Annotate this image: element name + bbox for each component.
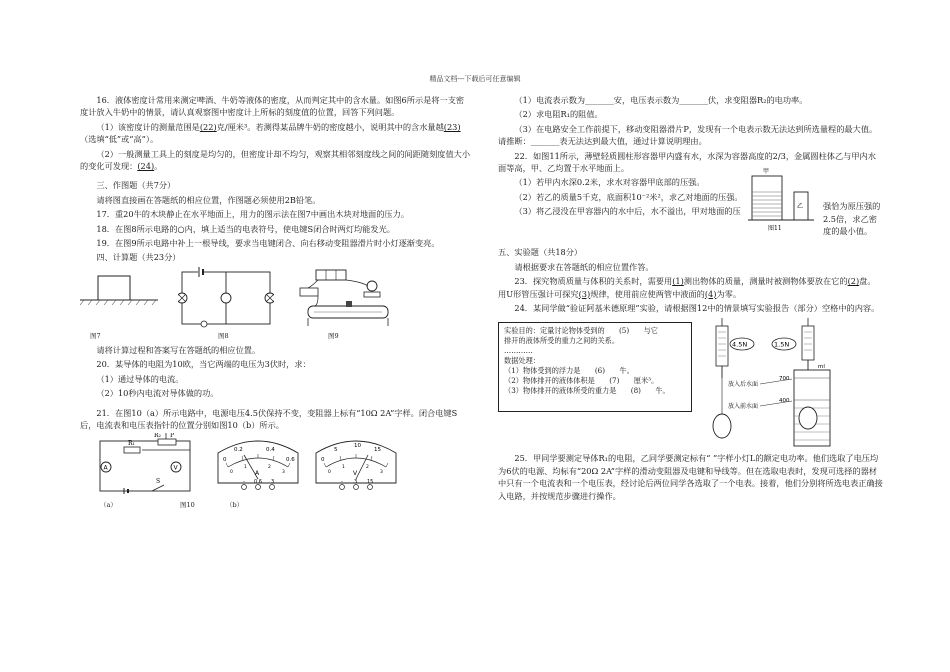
section-5-title: 五、实验题（共18分） [498, 247, 583, 258]
section-3-title: 三、作图题（共7分） [96, 180, 176, 191]
figure-9-caption: 图9 [328, 331, 339, 340]
figure-10a-circuit [94, 433, 196, 499]
resistor-r1-label: R₁ [128, 440, 135, 448]
container-jia-label: 甲 [763, 168, 770, 176]
voltmeter-symbol: V [353, 470, 358, 478]
unit-ml: ml [818, 364, 825, 371]
section-4-title: 四、计算题（共23分） [96, 252, 181, 263]
cylinder-yi-label: 乙 [797, 203, 804, 211]
question-24: 24．某同学做“验证阿基米德原理”实验，请根据图12中的情景填写实验报告（部分）空格中的内容。 [514, 303, 880, 314]
section-5-note: 请根据要求在答题纸的相应位置作答。 [514, 261, 654, 272]
voltmeter-terminal-3: 15 [367, 479, 374, 486]
figure-12 [498, 318, 883, 452]
report-line-4: 数据处理： [504, 356, 540, 366]
question-16-part-2: （2）一般测量工具上的刻度是均匀的，但密度计却不均匀，观察其相邻刻度线之间的间距随刻度值大小的变化可发现：(24)。 [80, 148, 471, 172]
voltmeter-tick-3: 15 [374, 447, 381, 454]
figure-10b-caption: （b） [226, 501, 244, 510]
voltmeter-tick-1: 5 [334, 447, 338, 454]
left-column [80, 94, 472, 513]
spring-reading-1: 4.5N [732, 340, 748, 349]
question-20-part-1: （1）通过导体的电流。 [96, 373, 184, 384]
ammeter-low-2: 2 [268, 465, 271, 471]
question-22-part-3a: （3）将乙浸没在甲容器内的水中后，水不溢出，甲对地面的压 [514, 206, 741, 217]
ammeter-tick-1: 0.2 [234, 447, 243, 454]
switch-label: S [156, 478, 161, 486]
question-18: 18．在图8所示电路的○内，填上适当的电表符号，使电键S闭合时两灯均能发光。 [96, 223, 395, 234]
voltmeter-terminal-2: 3 [354, 479, 358, 486]
figure-8-circuit [178, 266, 274, 330]
ammeter-tick-0: 0 [223, 457, 227, 464]
ammeter-label: A [103, 464, 108, 472]
question-23: 23．探究物质质量与体积的关系时，需要用(1)测出物体的质量，测量时被测物体要放在它的(2)盘。用U形管压强计可探究(3)规律，使用前应使两管中液面的(4)为零。 [498, 276, 876, 299]
figure-9-apparatus [292, 266, 402, 332]
figure-10b-voltmeter [312, 433, 400, 493]
ammeter-terminal-2: 0.6 [254, 479, 262, 486]
figure-11-caption: 图11 [768, 225, 782, 233]
voltmeter-low-0: 0 [328, 470, 331, 476]
ammeter-low-1: 1 [244, 465, 247, 471]
question-21-part-2: （2）求电阻R₁的阻值。 [514, 109, 603, 120]
voltmeter-terminal-1: - [341, 479, 343, 486]
voltmeter-tick-0: 0 [321, 457, 325, 464]
figure-8-caption: 图8 [218, 331, 229, 340]
question-22-block [498, 168, 883, 246]
section-4-note: 请将计算过程和答案写在答题纸的相应位置。 [96, 344, 261, 355]
report-line-5: （1）物体受到的浮力是 (6) 牛。 [504, 366, 634, 376]
question-16-part-1: （1）该密度计的测量范围是(22)克/厘米³。若测得某品牌牛奶的密度越小，说明其中的含水量越(23)（选填“低”或“高”）。 [80, 121, 461, 145]
ammeter-low-3: 3 [282, 470, 285, 476]
report-line-2: 排开的液体所受的重力之间的关系。 [504, 336, 620, 346]
report-line-7: （3）物体排开的液体所受的重力是 (8) 牛。 [504, 386, 670, 396]
right-column [498, 94, 883, 504]
ammeter-tick-3: 0.6 [286, 457, 295, 464]
water-level-before: 放入前水面 [728, 403, 759, 411]
question-17: 17．重20牛的木块静止在水平地面上，用力的图示法在图7中画出木块对地面的压力。 [96, 209, 409, 220]
page-header: 精品文档---下载后可任意编辑 [429, 75, 521, 83]
resistor-r2-label: R₂ [154, 433, 161, 440]
figure-10 [80, 433, 472, 511]
question-21-part-1: （1）电流表示数为_______安，电压表示数为_______伏，求变阻器R₂的电功率。 [514, 95, 808, 105]
figure-7-caption: 图7 [90, 331, 101, 340]
voltmeter-low-2: 2 [366, 465, 369, 471]
figure-10-caption: 图10 [180, 501, 195, 510]
ammeter-low-0: 0 [230, 470, 233, 476]
slider-p-label: P [170, 433, 175, 440]
report-line-3: ………… [504, 346, 533, 356]
question-20: 20．某导体的电阻为10欧，当它两端的电压为3伏时，求： [96, 359, 311, 370]
experiment-report-box [498, 322, 692, 412]
spring-reading-2: 1.5N [774, 340, 790, 349]
figure-10b-ammeter [214, 433, 302, 493]
water-level-after: 放入后水面 [728, 381, 759, 389]
ammeter-tick-2: 0.4 [266, 447, 275, 454]
report-line-6: （2）物体排开的液体体积是 (7) 厘米³。 [504, 376, 659, 386]
question-22-part-2: （2）若乙的质量5千克，底面积10⁻²米²，求乙对地面的压强。 [514, 191, 743, 202]
voltmeter-low-1: 1 [342, 465, 345, 471]
ammeter-terminal-3: 3 [271, 479, 275, 486]
question-20-part-2: （2）10秒内电流对导体做的功。 [96, 388, 219, 399]
figures-7-8-9 [80, 266, 472, 342]
section-3-note: 请将图直接画在答题纸的相应位置，作图题必须使用2B铅笔。 [96, 194, 321, 205]
question-16: 16．液体密度计常用来测定啤酒、牛奶等液体的密度，从而判定其中的含水量。如图6所示是将一支密度计放入牛奶中的情景，请认真观察图中密度计上所标的刻度值的位置，回答下列问题。 [80, 95, 465, 118]
volume-700: 700 [779, 376, 790, 383]
figure-7-block [80, 274, 158, 314]
ammeter-terminal-1: - [243, 479, 245, 486]
question-21-part-3: （3）在电路安全工作前提下，移动变阻器滑片P，发现有一个电表示数无法达到所选量程的最大值。请推断：_______表无法达到最大值，通过计算说明理由。 [498, 123, 878, 147]
voltmeter-label: V [173, 464, 178, 472]
volume-400: 400 [779, 398, 790, 405]
figure-10a-caption: （a） [100, 501, 117, 510]
question-22-part-3b: 强恰为原压强的2.5倍，求乙密度的最小值。 [823, 201, 881, 237]
question-22: 22．如图11所示，薄壁轻质圆柱形容器甲内盛有水，水深为容器高度的2/3，金属圆柱体乙与甲内水面等高，甲、乙均置于水平地面上。 [498, 150, 876, 174]
report-line-1: 实验目的：定量讨论物体受到的 (5) 与它 [504, 326, 658, 336]
ammeter-symbol: A [255, 470, 260, 478]
question-25: 25．甲同学要测定导体R₁的电阻，乙同学要测定标有“ ”字样小灯L的额定电功率。他们选取了电压均为6伏的电源、均标有“20Ω 2A”字样的滑动变阻器及电键和导线等。但在选取电表时，发现可选择的器材中只有一个电流表和一个电压表，经讨论后两位同学各选取了一个电表。接着，他们分别将所选电表正确接入电路，并按规范步骤进行操作。 [498, 453, 883, 501]
figure-12-apparatus [698, 318, 878, 450]
question-21: 21．在图10（a）所示电路中，电源电压4.5伏保持不变，变阻器上标有“10Ω 2A”字样。闭合电键S后，电流表和电压表指针的位置分别如图10（b）所示。 [80, 407, 458, 430]
voltmeter-tick-2: 10 [354, 443, 361, 450]
voltmeter-low-3: 3 [380, 470, 383, 476]
question-19: 19．在图9所示电路中补上一根导线，要求当电键闭合、向右移动变阻器滑片时小灯逐渐变亮。 [96, 238, 440, 249]
question-22-part-1: （1）若甲内水深0.2米，求水对容器甲底部的压强。 [514, 177, 705, 188]
figure-11-containers [748, 166, 818, 236]
